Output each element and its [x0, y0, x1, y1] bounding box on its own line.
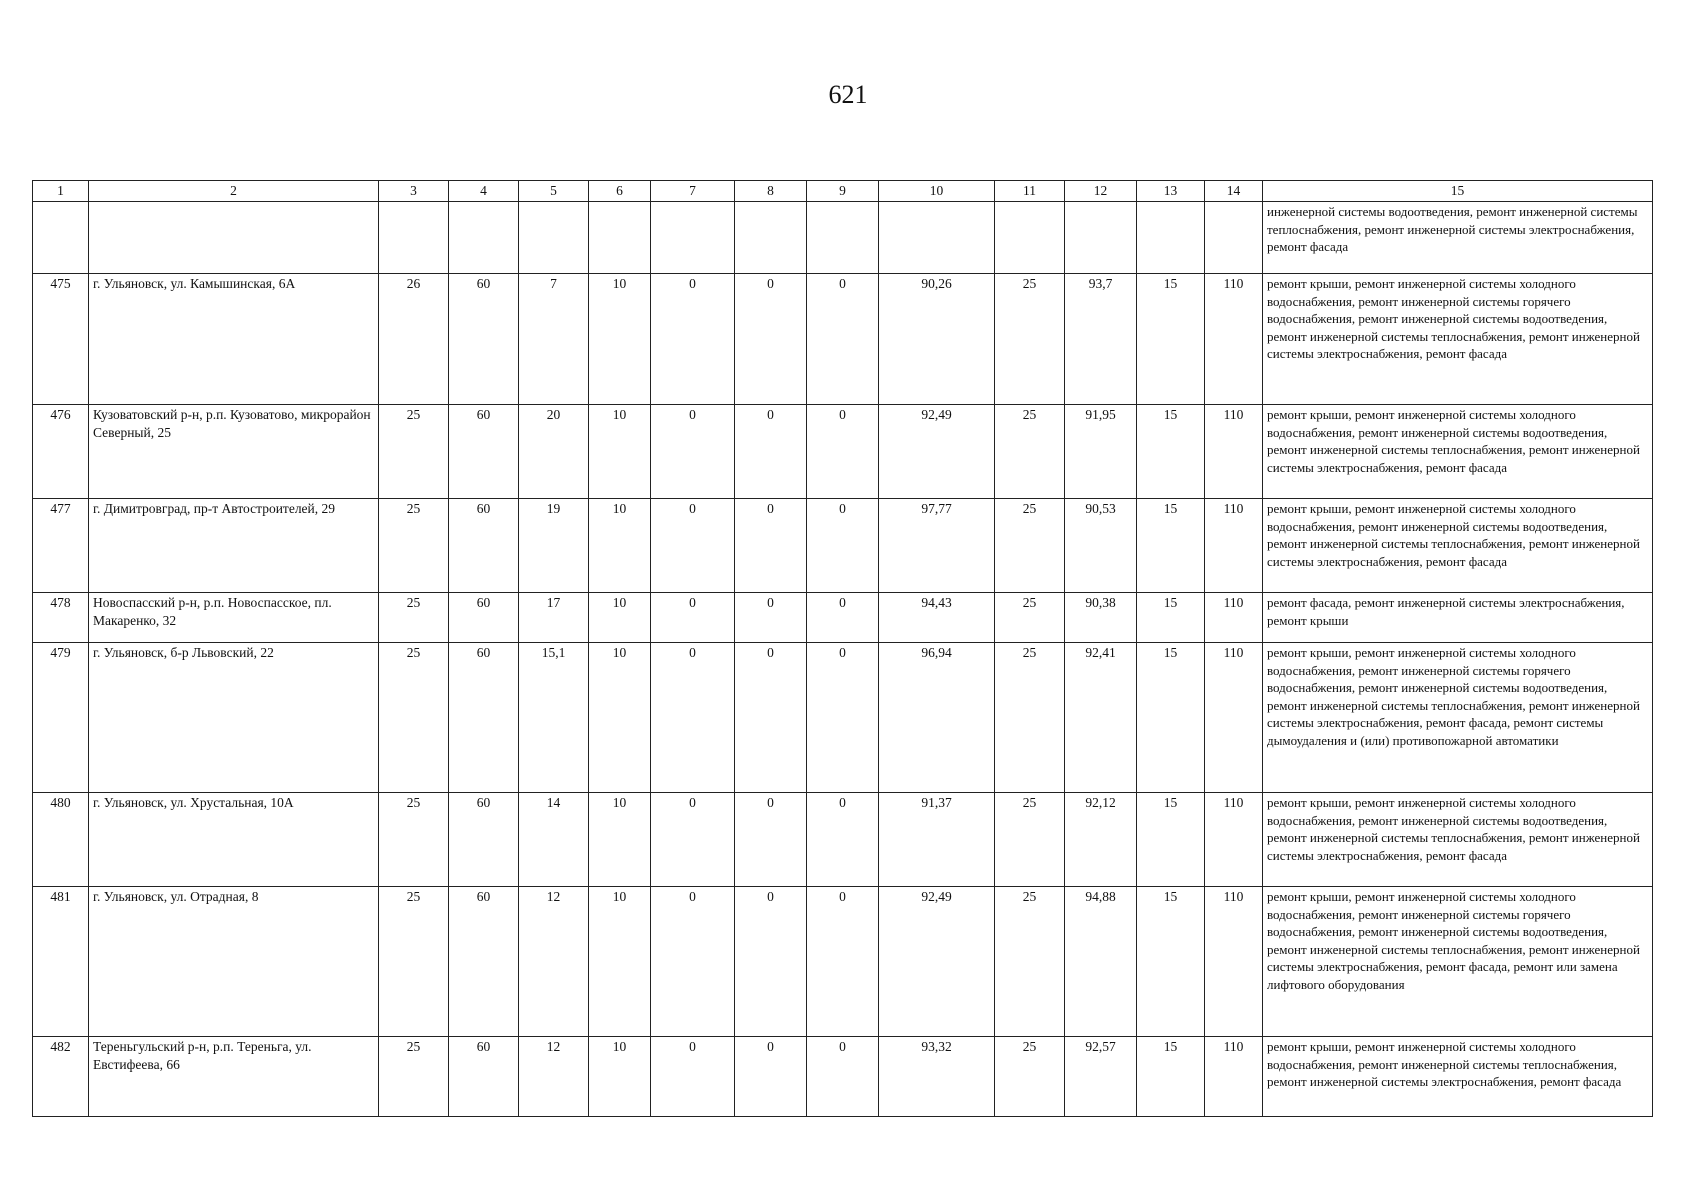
cell-col-7: 0	[651, 793, 735, 887]
column-number-row	[33, 181, 1653, 202]
address-cell: Новоспасский р-н, р.п. Новоспасское, пл. Макаренко, 32	[89, 593, 379, 643]
cell-col-10: 90,26	[879, 274, 995, 405]
cell-col-6: 10	[589, 405, 651, 499]
cell-col-10: 93,32	[879, 1037, 995, 1117]
cell-col-10: 94,43	[879, 593, 995, 643]
cell-col-11: 25	[995, 405, 1065, 499]
cell-col-7: 0	[651, 643, 735, 793]
cell-col-9: 0	[807, 643, 879, 793]
table-row	[33, 274, 1653, 405]
cell-col-8: 0	[735, 593, 807, 643]
cell-col-6: 10	[589, 274, 651, 405]
row-number-cell: 478	[33, 593, 89, 643]
cell-col-3: 26	[379, 274, 449, 405]
work-types-cell: ремонт фасада, ремонт инженерной системы электроснабжения, ремонт крыши	[1263, 593, 1653, 643]
address-cell: г. Ульяновск, ул. Камышинская, 6А	[89, 274, 379, 405]
cell-col-3: 25	[379, 887, 449, 1037]
row-number-cell: 480	[33, 793, 89, 887]
cell-col-12: 92,12	[1065, 793, 1137, 887]
cell-col-11: 25	[995, 793, 1065, 887]
work-types-cell: инженерной системы водоотведения, ремонт инженерной системы теплоснабжения, ремонт инженерной системы электроснабжения, ремонт фасада	[1263, 202, 1653, 274]
cell-col-7: 0	[651, 405, 735, 499]
row-number-cell: 482	[33, 1037, 89, 1117]
row-number-cell: 477	[33, 499, 89, 593]
table-row	[33, 405, 1653, 499]
cell-col-9: 0	[807, 405, 879, 499]
cell-col-11: 25	[995, 887, 1065, 1037]
column-header-6: 6	[589, 181, 651, 202]
page-number: 621	[828, 80, 868, 109]
work-types-cell: ремонт крыши, ремонт инженерной системы холодного водоснабжения, ремонт инженерной системы горячего водоснабжения, ремонт инженерной системы водоотведения, ремонт инженерной системы теплоснабжения, ремонт инженерной системы электроснабжения, ремонт фасада	[1263, 274, 1653, 405]
cell-col-6: 10	[589, 593, 651, 643]
repair-program-table-container	[32, 180, 1652, 1117]
cell-col-11: 25	[995, 593, 1065, 643]
column-header-7: 7	[651, 181, 735, 202]
address-cell: Тереньгульский р-н, р.п. Тереньга, ул. Евстифеева, 66	[89, 1037, 379, 1117]
column-header-12: 12	[1065, 181, 1137, 202]
row-number-cell: 476	[33, 405, 89, 499]
table-row	[33, 499, 1653, 593]
cell-col-8: 0	[735, 499, 807, 593]
row-number-cell: 481	[33, 887, 89, 1037]
cell-col-5: 19	[519, 499, 589, 593]
cell-col-4: 60	[449, 405, 519, 499]
cell-col-12: 91,95	[1065, 405, 1137, 499]
cell-col-7: 0	[651, 887, 735, 1037]
address-cell: г. Ульяновск, б-р Львовский, 22	[89, 643, 379, 793]
column-header-11: 11	[995, 181, 1065, 202]
address-cell: Кузоватовский р-н, р.п. Кузоватово, микрорайон Северный, 25	[89, 405, 379, 499]
cell-col-12: 90,53	[1065, 499, 1137, 593]
cell-col-12	[1065, 202, 1137, 274]
column-header-13: 13	[1137, 181, 1205, 202]
cell-col-4: 60	[449, 643, 519, 793]
cell-col-3: 25	[379, 593, 449, 643]
cell-col-10: 97,77	[879, 499, 995, 593]
cell-col-6: 10	[589, 643, 651, 793]
cell-col-5: 7	[519, 274, 589, 405]
cell-col-13: 15	[1137, 643, 1205, 793]
cell-col-9: 0	[807, 793, 879, 887]
cell-col-12: 92,41	[1065, 643, 1137, 793]
cell-col-4	[449, 202, 519, 274]
address-cell: г. Ульяновск, ул. Отрадная, 8	[89, 887, 379, 1037]
cell-col-12: 94,88	[1065, 887, 1137, 1037]
cell-col-4: 60	[449, 499, 519, 593]
cell-col-7: 0	[651, 593, 735, 643]
cell-col-12: 92,57	[1065, 1037, 1137, 1117]
cell-col-11: 25	[995, 643, 1065, 793]
cell-col-14	[1205, 202, 1263, 274]
cell-col-3: 25	[379, 405, 449, 499]
cell-col-8: 0	[735, 793, 807, 887]
cell-col-9: 0	[807, 274, 879, 405]
cell-col-8	[735, 202, 807, 274]
work-types-cell: ремонт крыши, ремонт инженерной системы холодного водоснабжения, ремонт инженерной системы водоотведения, ремонт инженерной системы теплоснабжения, ремонт инженерной системы электроснабжения, ремонт фасада	[1263, 405, 1653, 499]
cell-col-12: 93,7	[1065, 274, 1137, 405]
cell-col-13: 15	[1137, 405, 1205, 499]
cell-col-13: 15	[1137, 274, 1205, 405]
cell-col-8: 0	[735, 643, 807, 793]
cell-col-10: 92,49	[879, 887, 995, 1037]
cell-col-14: 110	[1205, 793, 1263, 887]
work-types-cell: ремонт крыши, ремонт инженерной системы холодного водоснабжения, ремонт инженерной системы горячего водоснабжения, ремонт инженерной системы водоотведения, ремонт инженерной системы теплоснабжения, ремонт инженерной системы электроснабжения, ремонт фасада, ремонт системы дымоудаления и (или) противопожарной автоматики	[1263, 643, 1653, 793]
cell-col-4: 60	[449, 1037, 519, 1117]
cell-col-3: 25	[379, 499, 449, 593]
cell-col-13: 15	[1137, 499, 1205, 593]
cell-col-13: 15	[1137, 793, 1205, 887]
row-number-cell	[33, 202, 89, 274]
column-header-10: 10	[879, 181, 995, 202]
column-header-3: 3	[379, 181, 449, 202]
cell-col-5: 14	[519, 793, 589, 887]
cell-col-6	[589, 202, 651, 274]
cell-col-6: 10	[589, 499, 651, 593]
cell-col-7: 0	[651, 274, 735, 405]
cell-col-14: 110	[1205, 274, 1263, 405]
cell-col-7: 0	[651, 1037, 735, 1117]
cell-col-9: 0	[807, 887, 879, 1037]
cell-col-11: 25	[995, 274, 1065, 405]
column-header-8: 8	[735, 181, 807, 202]
cell-col-5: 12	[519, 1037, 589, 1117]
cell-col-9: 0	[807, 593, 879, 643]
table-body	[33, 202, 1653, 1117]
cell-col-9: 0	[807, 1037, 879, 1117]
table-row	[33, 593, 1653, 643]
cell-col-6: 10	[589, 793, 651, 887]
cell-col-6: 10	[589, 1037, 651, 1117]
table-row	[33, 643, 1653, 793]
cell-col-14: 110	[1205, 499, 1263, 593]
cell-col-8: 0	[735, 274, 807, 405]
column-header-14: 14	[1205, 181, 1263, 202]
column-header-1: 1	[33, 181, 89, 202]
cell-col-4: 60	[449, 274, 519, 405]
cell-col-8: 0	[735, 405, 807, 499]
cell-col-5: 12	[519, 887, 589, 1037]
cell-col-10: 92,49	[879, 405, 995, 499]
row-number-cell: 475	[33, 274, 89, 405]
work-types-cell: ремонт крыши, ремонт инженерной системы холодного водоснабжения, ремонт инженерной системы теплоснабжения, ремонт инженерной системы электроснабжения, ремонт фасада	[1263, 1037, 1653, 1117]
address-cell	[89, 202, 379, 274]
column-header-4: 4	[449, 181, 519, 202]
cell-col-4: 60	[449, 593, 519, 643]
address-cell: г. Димитровград, пр-т Автостроителей, 29	[89, 499, 379, 593]
cell-col-4: 60	[449, 793, 519, 887]
cell-col-3: 25	[379, 643, 449, 793]
table-row	[33, 202, 1653, 274]
cell-col-12: 90,38	[1065, 593, 1137, 643]
cell-col-14: 110	[1205, 1037, 1263, 1117]
cell-col-5: 17	[519, 593, 589, 643]
cell-col-10: 96,94	[879, 643, 995, 793]
cell-col-10	[879, 202, 995, 274]
cell-col-14: 110	[1205, 887, 1263, 1037]
cell-col-8: 0	[735, 887, 807, 1037]
work-types-cell: ремонт крыши, ремонт инженерной системы холодного водоснабжения, ремонт инженерной системы водоотведения, ремонт инженерной системы теплоснабжения, ремонт инженерной системы электроснабжения, ремонт фасада	[1263, 499, 1653, 593]
column-header-5: 5	[519, 181, 589, 202]
cell-col-13: 15	[1137, 1037, 1205, 1117]
cell-col-11: 25	[995, 1037, 1065, 1117]
table-row	[33, 793, 1653, 887]
cell-col-5: 20	[519, 405, 589, 499]
work-types-cell: ремонт крыши, ремонт инженерной системы холодного водоснабжения, ремонт инженерной системы водоотведения, ремонт инженерной системы теплоснабжения, ремонт инженерной системы электроснабжения, ремонт фасада	[1263, 793, 1653, 887]
cell-col-7	[651, 202, 735, 274]
cell-col-9: 0	[807, 499, 879, 593]
cell-col-8: 0	[735, 1037, 807, 1117]
cell-col-13: 15	[1137, 593, 1205, 643]
cell-col-4: 60	[449, 887, 519, 1037]
row-number-cell: 479	[33, 643, 89, 793]
cell-col-3: 25	[379, 793, 449, 887]
cell-col-3	[379, 202, 449, 274]
cell-col-11	[995, 202, 1065, 274]
cell-col-14: 110	[1205, 593, 1263, 643]
column-header-9: 9	[807, 181, 879, 202]
cell-col-3: 25	[379, 1037, 449, 1117]
table-row	[33, 887, 1653, 1037]
cell-col-5	[519, 202, 589, 274]
table-row	[33, 1037, 1653, 1117]
cell-col-14: 110	[1205, 643, 1263, 793]
work-types-cell: ремонт крыши, ремонт инженерной системы холодного водоснабжения, ремонт инженерной системы горячего водоснабжения, ремонт инженерной системы водоотведения, ремонт инженерной системы теплоснабжения, ремонт инженерной системы электроснабжения, ремонт фасада, ремонт или замена лифтового оборудования	[1263, 887, 1653, 1037]
cell-col-7: 0	[651, 499, 735, 593]
cell-col-14: 110	[1205, 405, 1263, 499]
address-cell: г. Ульяновск, ул. Хрустальная, 10А	[89, 793, 379, 887]
cell-col-10: 91,37	[879, 793, 995, 887]
cell-col-9	[807, 202, 879, 274]
cell-col-11: 25	[995, 499, 1065, 593]
cell-col-6: 10	[589, 887, 651, 1037]
repair-program-table	[32, 180, 1653, 1117]
cell-col-13	[1137, 202, 1205, 274]
column-header-2: 2	[89, 181, 379, 202]
column-header-15: 15	[1263, 181, 1653, 202]
cell-col-13: 15	[1137, 887, 1205, 1037]
cell-col-5: 15,1	[519, 643, 589, 793]
